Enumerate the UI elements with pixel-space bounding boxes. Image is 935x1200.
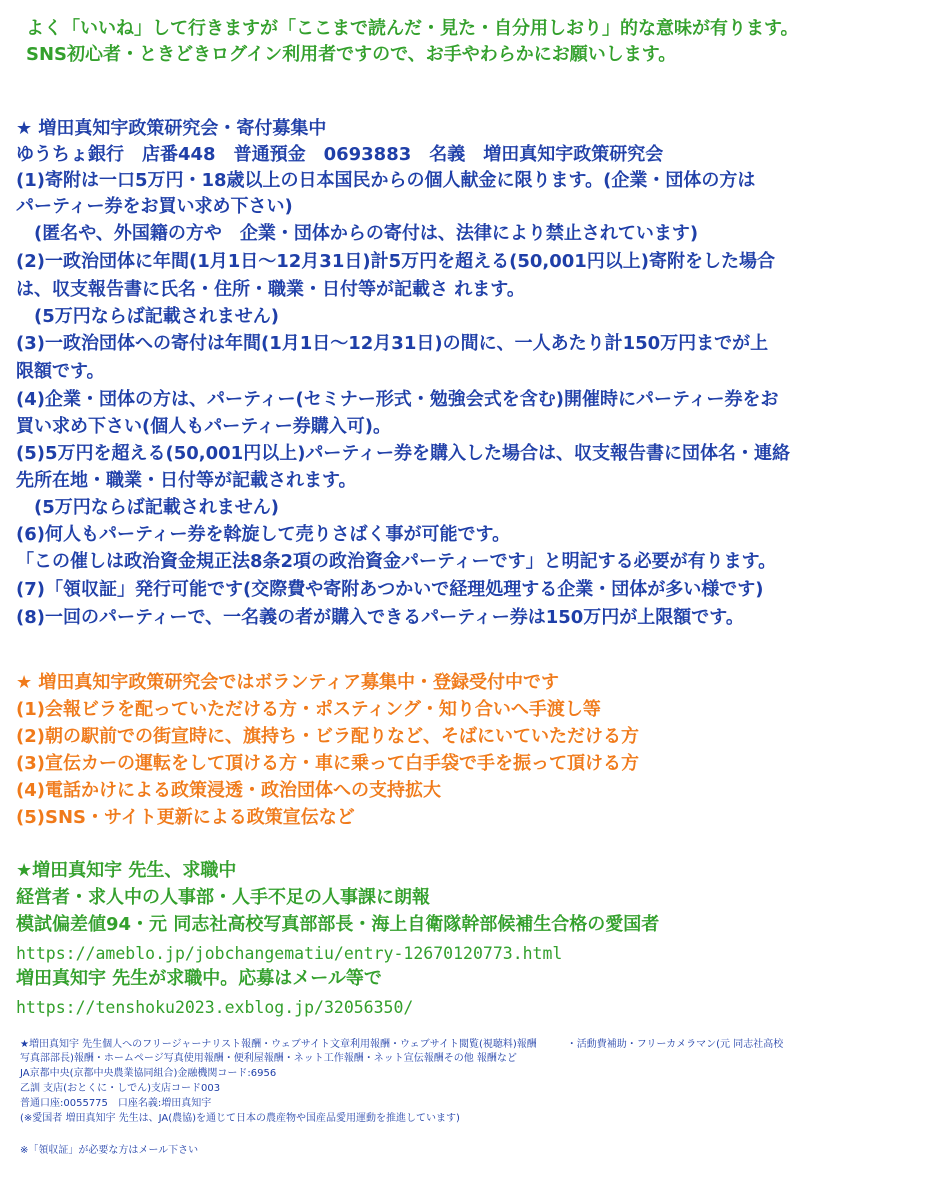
footer-note: ※「領収証」が必要な方はメール下さい [20, 1145, 199, 1156]
donation-line: (1)寄附は一口5万円・18歳以上の日本国民からの個人献金に限ります。(企業・団体の方は [16, 170, 756, 191]
volunteer-heading: ★ 増田真知宇政策研究会ではボランティア募集中・登録受付中です [16, 672, 559, 693]
volunteer-line: (5)SNS・サイト更新による政策宣伝など [16, 807, 355, 828]
donation-line: 「この催しは政治資金規正法8条2項の政治資金パーティーです」と明記する必要が有ります。 [16, 551, 777, 572]
donation-line: (3)一政治団体への寄付は年間(1月1日～12月31日)の間に、一人あたり計150万円までが上 [16, 333, 769, 354]
donation-line: 先所在地・職業・日付等が記載されます。 [16, 470, 357, 491]
donation-line: (4)企業・団体の方は、パーティー(セミナー形式・勉強会式を含む)開催時にパーティー券をお [16, 389, 779, 410]
volunteer-line: (3)宣伝カーの運転をして頂ける方・車に乗って白手袋で手を振って頂ける方 [16, 753, 639, 774]
donation-line: 限額です。 [16, 361, 105, 382]
donation-line: (2)一政治団体に年間(1月1日～12月31日)計5万円を超える(50,001円以上)寄附をした場合 [16, 251, 776, 272]
donation-line: (5万円ならば記載されません) [16, 306, 279, 327]
donation-line: (8)一回のパーティーで、一名義の者が購入できるパーティー券は150万円が上限額です。 [16, 607, 744, 628]
job-line-3: 増田真知宇 先生が求職中。応募はメール等で [16, 968, 382, 989]
volunteer-line: (4)電話かけによる政策浸透・政治団体への支持拡大 [16, 780, 441, 801]
donation-line: 買い求め下さい(個人もパーティー券購入可)。 [16, 416, 392, 437]
volunteer-line: (2)朝の駅前での街宣時に、旗持ち・ビラ配りなど、そばにいていただける方 [16, 726, 639, 747]
donation-line: は、収支報告書に氏名・住所・職業・日付等が記載さ れます。 [16, 279, 525, 300]
intro-line-2: SNS初心者・ときどきログイン利用者ですので、お手やわらかにお願いします。 [26, 44, 677, 65]
footer-line: 写真部部長)報酬・ホームページ写真使用報酬・便利屋報酬・ネット工作報酬・ネット宣伝報酬その他 報酬など [20, 1053, 517, 1064]
job-url-2-link[interactable]: https://tenshoku2023.exblog.jp/32056350/ [16, 998, 414, 1017]
job-heading: ★増田真知宇 先生、求職中 [16, 860, 237, 881]
footer-line: ★増田真知宇 先生個人へのフリージャーナリスト報酬・ウェブサイト文章利用報酬・ウェブサイト閲覧(視聴料)報酬 ・活動費補助・フリーカメラマン(元 同志社高校 [20, 1039, 784, 1050]
volunteer-line: (1)会報ビラを配っていただける方・ポスティング・知り合いへ手渡し等 [16, 699, 601, 720]
footer-line: 普通口座:0055775 口座名義:増田真知宇 [20, 1098, 212, 1109]
donation-bank-info: ゆうちょ銀行 店番448 普通預金 0693883 名義 増田真知宇政策研究会 [16, 144, 664, 165]
footer-line: JA京都中央(京都中央農業協同組合)金融機関コード:6956 [20, 1068, 277, 1079]
donation-line: (5万円ならば記載されません) [16, 497, 279, 518]
job-line-2: 模試偏差値94・元 同志社高校写真部部長・海上自衛隊幹部候補生合格の愛国者 [16, 914, 660, 935]
intro-line-1: よく「いいね」して行きますが「ここまで読んだ・見た・自分用しおり」的な意味が有ります。 [26, 18, 799, 39]
donation-heading: ★ 増田真知宇政策研究会・寄付募集中 [16, 118, 327, 139]
job-url-1-link[interactable]: https://ameblo.jp/jobchangematiu/entry-12670120773.html [16, 944, 563, 963]
donation-line: (5)5万円を超える(50,001円以上)パーティー券を購入した場合は、収支報告書に団体名・連絡 [16, 443, 790, 464]
donation-line: (6)何人もパーティー券を斡旋して売りさばく事が可能です。 [16, 524, 511, 545]
donation-line: (匿名や、外国籍の方や 企業・団体からの寄付は、法律により禁止されています) [16, 223, 699, 244]
donation-line: (7)「領収証」発行可能です(交際費や寄附あつかいで経理処理する企業・団体が多い様です) [16, 579, 764, 600]
footer-line: 乙訓 支店(おとくに・しでん)支店コード003 [20, 1083, 221, 1094]
donation-line: パーティー券をお買い求め下さい) [16, 196, 293, 217]
job-line-1: 経営者・求人中の人事部・人手不足の人事課に朗報 [16, 887, 430, 908]
footer-line: (※愛国者 増田真知宇 先生は、JA(農協)を通じて日本の農産物や国産品愛用運動を推進しています) [20, 1113, 460, 1124]
